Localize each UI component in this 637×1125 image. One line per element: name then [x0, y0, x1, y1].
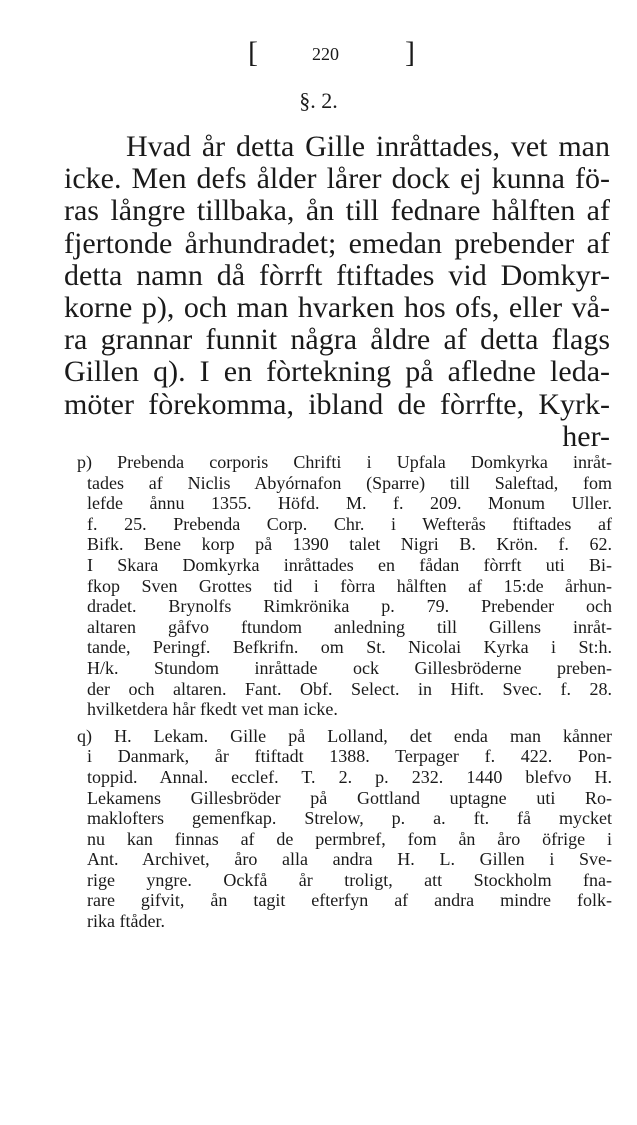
footnote-line: tande, Peringf. Befkrifn. om St. Nicolai Kyrka i St:h.	[87, 637, 612, 658]
footnote-line: Ant. Archivet, åro alla andra H. L. Gillen i Sve-	[87, 849, 612, 870]
footnote-line: p) Prebenda corporis Chrifti i Upfala Domkyrka inråt-	[77, 452, 612, 472]
main-text-line: möter fòrekomma, ibland de fòrrfte, Kyrk-	[64, 387, 610, 421]
main-text-line: ra grannar funnit några åldre af detta flags	[64, 323, 610, 357]
footnote-line: i Danmark, år ftiftadt 1388. Terpager f. 422. Pon-	[87, 746, 612, 767]
footnote-line: rige yngre. Ockfå år troligt, att Stockholm fna-	[87, 869, 612, 890]
footnote-line: q) H. Lekam. Gille på Lolland, det enda man kånner	[77, 725, 612, 746]
footnote-line: toppid. Annal. ecclef. T. 2. p. 232. 1440 blefvo H.	[87, 766, 612, 787]
main-text	[64, 131, 610, 453]
main-text-line: Hvad år detta Gille inråttades, vet man	[126, 130, 610, 163]
footnote-line: dradet. Brynolfs Rimkrönika p. 79. Prebender och	[87, 596, 612, 617]
footnote-p	[77, 452, 612, 720]
main-text-line: icke. Men defs ålder lårer dock ej kunna fö-	[64, 162, 610, 196]
footnote-line: rare gifvit, ån tagit efterfyn af andra mindre folk-	[87, 890, 612, 911]
main-text-line: her-	[562, 419, 610, 453]
footnote-line: Bifk. Bene korp på 1390 talet Nigri B. Krön. f. 62.	[87, 534, 612, 555]
footnote-line: hvilketdera hår fkedt vet man icke.	[87, 699, 338, 720]
footnotes	[77, 452, 612, 932]
main-text-line: ras långre tillbaka, ån till fednare hålften af	[64, 194, 610, 228]
footnote-line: f. 25. Prebenda Corp. Chr. i Wefterås ftiftades af	[87, 513, 612, 534]
footnote-line: Lekamens Gillesbröder på Gottland uptagne uti Ro-	[87, 787, 612, 808]
footnote-line: fkop Sven Grottes tid i fòrra hålften af 15:de århun-	[87, 575, 612, 596]
footnote-q	[77, 725, 612, 932]
footnote-line: der och altaren. Fant. Obf. Select. in Hift. Svec. f. 28.	[87, 678, 612, 699]
footnote-line: tades af Niclis Abyórnafon (Sparre) till Saleftad, fom	[87, 472, 612, 493]
main-text-line: fjertonde århundradet; emedan prebender af	[64, 226, 610, 260]
main-text-line: detta namn då fòrrft ftiftades vid Domkyr-	[64, 258, 610, 292]
footnote-line: lefde ånnu 1355. Höfd. M. f. 209. Monum Uller.	[87, 493, 612, 514]
main-text-line: korne p), och man hvarken hos ofs, eller vå-	[64, 290, 610, 324]
header-bracket-right: ]	[405, 36, 415, 69]
footnote-line: rika ftåder.	[87, 911, 165, 932]
header-bracket-left: [	[248, 36, 258, 69]
footnote-line: maklofters gemenfkap. Strelow, p. a. ft. få mycket	[87, 808, 612, 829]
page-header	[0, 36, 637, 76]
main-text-line: Gillen q). I en fòrtekning på afledne leda-	[64, 355, 610, 389]
footnote-line: I Skara Domkyrka inråttades en fådan fòrrft uti Bi-	[87, 554, 612, 575]
section-heading: §. 2.	[299, 88, 338, 113]
footnote-line: nu kan finnas af de permbref, fom ån åro öfrige i	[87, 828, 612, 849]
page-number: 220	[312, 44, 339, 64]
footnote-line: H/k. Stundom inråttade ock Gillesbröderne preben-	[87, 657, 612, 678]
footnote-line: altaren gåfvo ftundom anledning till Gillens inråt-	[87, 616, 612, 637]
